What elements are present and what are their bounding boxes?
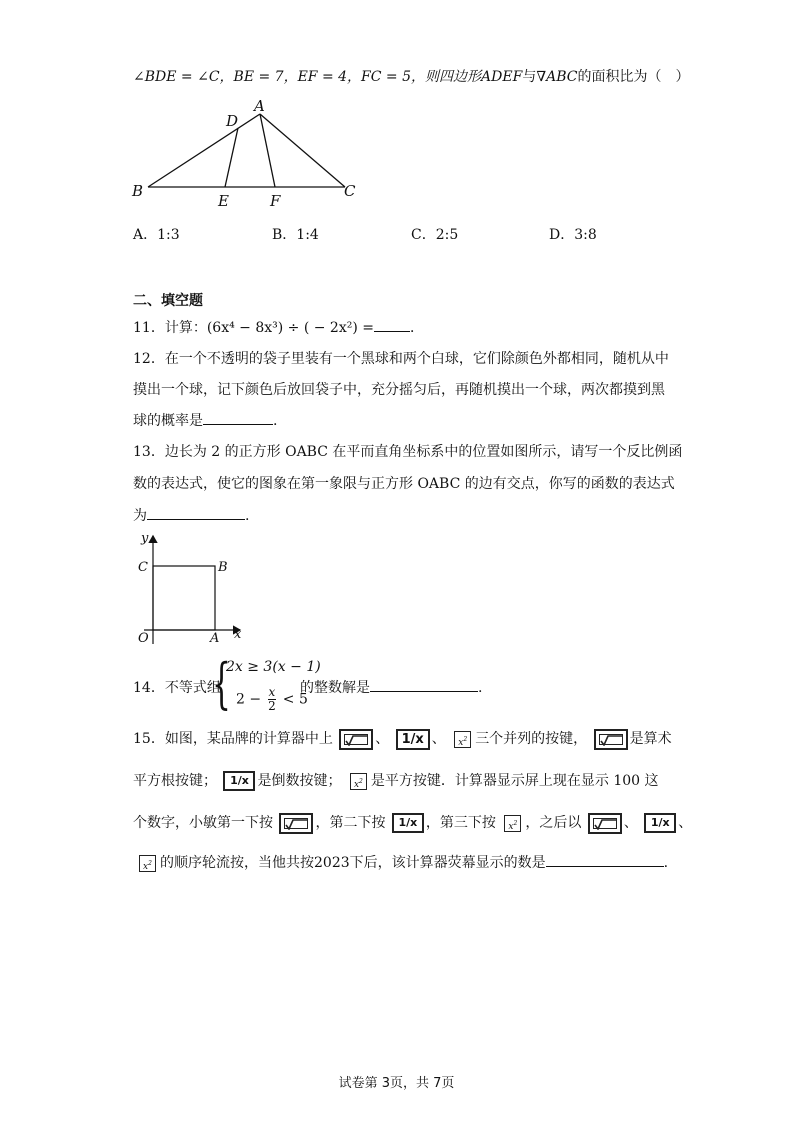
q15-sep: 、 [623, 815, 638, 831]
q15-num: 15． [133, 731, 165, 747]
q11-answer-blank[interactable] [374, 317, 410, 332]
q14-frac-num: x [268, 685, 276, 699]
label-f: F [270, 192, 281, 210]
option-letter: D． [549, 227, 575, 243]
q14-frac-den: 2 [268, 699, 276, 713]
segment-de [225, 128, 238, 187]
q14-brace: { [212, 652, 231, 715]
q10-stem-quad: ADEF [481, 69, 523, 85]
option-text: 3:8 [574, 227, 597, 243]
sqrt-key-icon[interactable] [594, 729, 628, 750]
q10-option-b [272, 224, 319, 244]
side-ba [148, 114, 260, 187]
reciprocal-key-label: 1/x [401, 731, 424, 747]
q15-text: ，之后以 [525, 815, 582, 831]
square-key-icon[interactable]: $x^2$ [350, 773, 367, 790]
reciprocal-key-icon[interactable] [396, 729, 430, 750]
q15-line2 [133, 770, 659, 791]
page-footer: 试卷第 3页，共 7页 [338, 1076, 455, 1091]
q15-text: 个数字，小敏第一下按 [133, 815, 273, 831]
label-b: B [132, 182, 144, 200]
q12-line1 [133, 348, 669, 368]
square-key-icon[interactable]: $x^2$ [504, 815, 521, 832]
option-text: 1:4 [296, 227, 319, 243]
label-a: A [210, 631, 220, 646]
q15-line1 [133, 728, 672, 750]
label-c: C [344, 182, 356, 200]
q10-stem-part3: 的面积比为（ ） [577, 69, 690, 85]
label-x: x [234, 627, 242, 642]
q14-num: 14． [133, 680, 165, 696]
q15-sep: 、 [431, 731, 446, 747]
q15-text: 是算术 [629, 731, 672, 747]
q15-line3 [133, 812, 692, 834]
q14-answer-blank[interactable] [370, 677, 478, 692]
q14-ineq2-right: < 5 [282, 691, 308, 708]
option-letter: A． [133, 227, 158, 243]
q11-num: 11． [133, 320, 165, 336]
q12-text-1: 在一个不透明的袋子里装有一个黑球和两个白球，它们除颜色外都相同，随机从中 [164, 351, 669, 367]
q13-line1 [133, 441, 682, 461]
q10-stem-part1: ∠BDE = ∠C，BE = 7，EF = 4，FC = 5，则四边形 [133, 69, 482, 85]
q10-stem-part2: 与 [522, 69, 537, 85]
q13-text-1: 边长为 2 的正方形 OABC 在平而直角坐标系中的位置如图所示，请写一个反比例函 [164, 444, 683, 460]
q15-text: 平方根按键； [133, 773, 217, 789]
q15-line4 [133, 852, 668, 872]
q13-line3 [133, 505, 249, 525]
q14-ineq2-left: 2 − [236, 691, 262, 708]
q10-triangle-figure [125, 96, 370, 212]
q15-text: 是平方按键．计算器显示屏上现在显示 100 这 [370, 773, 659, 789]
square-key-icon[interactable]: $x^2$ [454, 731, 471, 748]
option-text: 2:5 [435, 227, 459, 243]
q13-answer-blank[interactable] [147, 505, 245, 520]
option-letter: B． [272, 227, 297, 243]
q13-num: 13． [133, 444, 165, 460]
reciprocal-key-label: 1/x [398, 816, 418, 829]
sqrt-key-icon[interactable] [588, 813, 622, 834]
sqrt-key-icon[interactable] [339, 729, 373, 750]
sqrt-key-icon[interactable] [279, 813, 313, 834]
q12-line3 [133, 410, 277, 430]
q11-text: 计算：(6x⁴ − 8x³) ÷ ( − 2x²) = [164, 320, 374, 336]
q14-ineq2 [236, 686, 308, 713]
q10-stem-tri: ∇ABC [536, 69, 578, 85]
reciprocal-key-icon[interactable] [392, 813, 424, 833]
reciprocal-key-icon[interactable] [223, 771, 255, 791]
q14-prefix [133, 677, 221, 697]
q14-post: 的整数解是 [300, 680, 370, 696]
q14-end: . [478, 680, 483, 696]
label-d: D [226, 112, 239, 130]
q15-text: ，第二下按 [315, 815, 386, 831]
option-text: 1:3 [157, 227, 180, 243]
option-letter: C． [411, 227, 436, 243]
label-e: E [218, 192, 229, 210]
square-key-icon[interactable]: $x^2$ [139, 855, 156, 872]
reciprocal-key-label: 1/x [650, 816, 670, 829]
q15-end: . [663, 855, 669, 871]
section-heading: 二、填空题 [133, 293, 203, 309]
square-oabc [153, 566, 215, 630]
q14-pre: 不等式组 [164, 680, 221, 696]
q12-line2: 摸出一个球，记下颜色后放回袋子中，充分摇匀后，再随机摸出一个球，两次都摸到黑 [133, 382, 665, 398]
q14-ineq1: 2x ≥ 3(x − 1) [226, 659, 321, 675]
q10-option-a [133, 224, 180, 244]
q15-text: 三个并列的按键， [475, 731, 588, 747]
q12-text-3: 球的概率是 [133, 413, 203, 429]
q14-suffix [300, 677, 482, 697]
q15-sep: 、 [678, 815, 693, 831]
q10-option-c [411, 224, 458, 244]
q12-answer-blank[interactable] [203, 410, 273, 425]
q15-answer-blank[interactable] [546, 852, 664, 867]
label-o: O [138, 631, 149, 646]
label-b: B [218, 560, 228, 575]
q10-stem [133, 66, 689, 86]
q13-square-figure [130, 526, 255, 648]
q11 [133, 317, 424, 337]
q15-text: 如图，某品牌的计算器中上 [164, 731, 333, 747]
q15-text: 的顺序轮流按，当他共按2023下后，该计算器荧幕显示的数是 [160, 855, 546, 871]
label-y: y [141, 531, 149, 546]
q12-end: . [273, 413, 278, 429]
reciprocal-key-icon[interactable] [644, 813, 676, 833]
q14-fraction [268, 686, 277, 713]
q10-option-d [549, 224, 597, 244]
label-c: C [138, 560, 148, 575]
q15-text: 是倒数按键； [257, 773, 342, 789]
q15-sep: 、 [375, 731, 390, 747]
q11-end: ． [410, 320, 424, 336]
reciprocal-key-label: 1/x [230, 774, 249, 787]
q12-num: 12． [133, 351, 165, 367]
label-a: A [254, 97, 265, 115]
q13-text-3: 为 [133, 508, 147, 524]
q15-text: ，第三下按 [425, 815, 496, 831]
q13-line2: 数的表达式，使它的图象在第一象限与正方形 OABC 的边有交点，你写的函数的表达式 [133, 476, 675, 492]
q13-end: . [245, 508, 250, 524]
